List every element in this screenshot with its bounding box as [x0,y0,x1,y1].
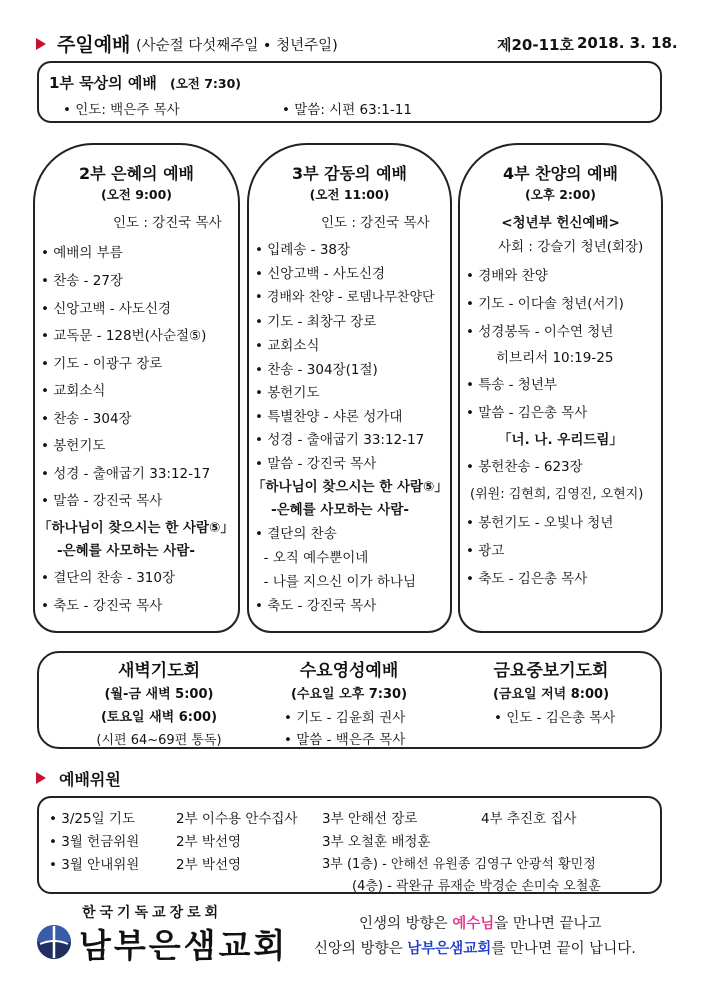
motto-line-2 [314,937,636,958]
service3-item: • 입례송 - 38장 [255,242,351,258]
denomination-name: 한국기독교장로회 [82,905,223,921]
service2-item: • 교회소식 [41,383,106,399]
service2-item: • 성경 - 출애굽기 33:12-17 [41,466,211,482]
church-logo-icon [36,924,72,960]
header-title: 주일예배 [57,34,131,56]
committee-arrow-icon [36,772,46,784]
service2-item: • 신앙고백 - 사도신경 [41,301,172,317]
service3-item: • 말씀 - 강진국 목사 [255,456,377,472]
wednesday-service-sermon: • 말씀 - 백은주 목사 [284,732,406,748]
service4-item: • 기도 - 이다솔 청년(서기) [466,296,624,312]
service3-item: - 오직 예수뿐이네 [255,550,369,566]
friday-prayer-time: (금요일 저녁 8:00) [492,687,610,702]
service3-item: • 특별찬양 - 샤론 성가대 [255,409,403,425]
service3-item: • 성경 - 출애굽기 33:12-17 [255,432,425,448]
wednesday-service-time: (수요일 오후 7:30) [290,687,408,702]
service2-item: • 예배의 부름 [41,245,123,261]
committee-row2-3bu: 3부 오철훈 배정훈 [322,834,431,850]
motto-2-part-c: 를 만나면 끝이 납니다. [491,941,636,957]
service2-item: • 기도 - 이광구 장로 [41,356,163,372]
committee-row2-2bu: 2부 박선영 [176,834,242,850]
header-arrow-icon [36,38,46,50]
church-name: 남부은샘교회 [79,926,289,965]
dawn-prayer-title: 새벽기도회 [117,661,201,681]
committee-title: 예배위원 [59,770,121,789]
service3-item: • 기도 - 최창구 장로 [255,314,377,330]
service3-item: • 봉헌기도 [255,385,320,401]
issue-number: 제20-11호 [497,36,574,54]
service4-item: (위원: 김현희, 김영진, 오현지) [470,487,644,502]
service2-item: • 찬송 - 304장 [41,411,132,427]
service4-title: 4부 찬양의 예배 [502,164,618,183]
service4-item: • 말씀 - 김은총 목사 [466,405,588,421]
committee-row4-3bu: (4층) - 곽완규 류재순 박경순 손미숙 오철훈 [352,879,601,894]
service4-host: 사회 : 강슬기 청년(회장) [498,239,644,255]
motto-1-part-c: 을 만나면 끝나고 [494,916,602,932]
service4-box [458,143,663,633]
header-subtitle: (사순절 다섯째주일 • 청년주일) [136,38,338,54]
service4-item: • 봉헌찬송 - 623장 [466,459,583,475]
committee-row3-3bu: 3부 (1층) - 안해선 유원종 김영구 안광석 황민정 [322,857,596,872]
service1-sermon: • 말씀: 시편 63:1-11 [282,102,412,118]
service2-sermon-title: 「하나님이 찾으시는 한 사람⑤」 [38,520,234,536]
committee-row1-label: • 3/25일 기도 [49,811,135,827]
service1-box [37,61,662,123]
service4-special: <청년부 헌신예배> [501,215,620,231]
service3-item: - 나를 지으신 이가 하나님 [255,574,417,590]
service3-time: (오전 11:00) [309,187,390,202]
dawn-prayer-reading: (시편 64~69편 통독) [96,733,222,748]
service4-item: • 광고 [466,543,505,559]
committee-row2-label: • 3월 헌금위원 [49,834,140,850]
service2-item: • 봉헌기도 [41,438,106,454]
motto-2-highlight: 남부은샘교회 [407,941,492,957]
prayer-box [37,651,662,749]
motto-1-highlight: 예수님 [452,916,495,932]
service3-title: 3부 감동의 예배 [291,164,407,183]
service3-item: • 교회소식 [255,338,320,354]
service4-time: (오후 2:00) [524,187,597,202]
friday-prayer-title: 금요중보기도회 [493,661,609,681]
service2-title: 2부 은혜의 예배 [78,164,194,183]
service2-item: • 교독문 - 128번(사순절⑤) [41,328,207,344]
service4-item: • 경배와 찬양 [466,268,548,284]
service3-box [247,143,452,633]
service3-leader: 인도 : 강진국 목사 [321,215,430,231]
service2-box [33,143,240,633]
committee-row1-3bu: 3부 안해선 장로 [322,811,418,827]
wednesday-service-prayer: • 기도 - 김윤희 권사 [284,710,406,726]
committee-row3-label: • 3월 안내위원 [49,857,140,873]
service2-item: • 말씀 - 강진국 목사 [41,493,163,509]
service1-leader: • 인도: 백은주 목사 [63,102,180,118]
service4-item: • 축도 - 김은총 목사 [466,571,588,587]
committee-row1-2bu: 2부 이수용 안수집사 [176,811,298,827]
service4-item: 히브리서 10:19-25 [496,350,614,366]
service2-item: • 결단의 찬송 - 310장 [41,570,176,586]
service2-item: • 축도 - 강진국 목사 [41,598,163,614]
service4-item: • 특송 - 청년부 [466,377,557,393]
service4-item: • 성경봉독 - 이수연 청년 [466,324,614,340]
dawn-prayer-time2: (토요일 새벽 6:00) [100,710,218,725]
committee-box [37,796,662,894]
service2-leader: 인도 : 강진국 목사 [113,215,222,231]
friday-prayer-leader: • 인도 - 김은총 목사 [494,710,616,726]
committee-row3-2bu: 2부 박선영 [176,857,242,873]
service3-item: • 축도 - 강진국 목사 [255,598,377,614]
service3-item: • 결단의 찬송 [255,526,337,542]
committee-row1-4bu: 4부 추진호 집사 [481,811,577,827]
service2-sermon-subtitle: -은혜를 사모하는 사람- [57,543,195,559]
service2-time: (오전 9:00) [100,187,173,202]
service4-sermon-title: 「너. 나. 우리드림」 [498,432,623,448]
service3-item: • 찬송 - 304장(1절) [255,362,378,378]
service4-item: • 봉헌기도 - 오빛나 청년 [466,515,614,531]
service3-item: • 경배와 찬양 - 로뎀나무찬양단 [255,290,435,305]
motto-1-part-a: 인생의 방향은 [359,916,453,932]
wednesday-service-title: 수요영성예배 [299,661,399,681]
service3-sermon-subtitle: -은혜를 사모하는 사람- [271,502,409,518]
dawn-prayer-time1: (월-금 새벽 5:00) [104,687,214,702]
service3-item: • 신앙고백 - 사도신경 [255,266,386,282]
service2-item: • 찬송 - 27장 [41,273,124,289]
service1-time: (오전 7:30) [170,76,242,91]
service1-title: 1부 묵상의 예배 [49,74,157,92]
motto-line-1 [359,912,602,933]
service3-sermon-title: 「하나님이 찾으시는 한 사람⑤」 [252,479,448,495]
header-date: 2018. 3. 18. [577,34,678,52]
motto-2-part-a: 신앙의 방향은 [314,941,408,957]
